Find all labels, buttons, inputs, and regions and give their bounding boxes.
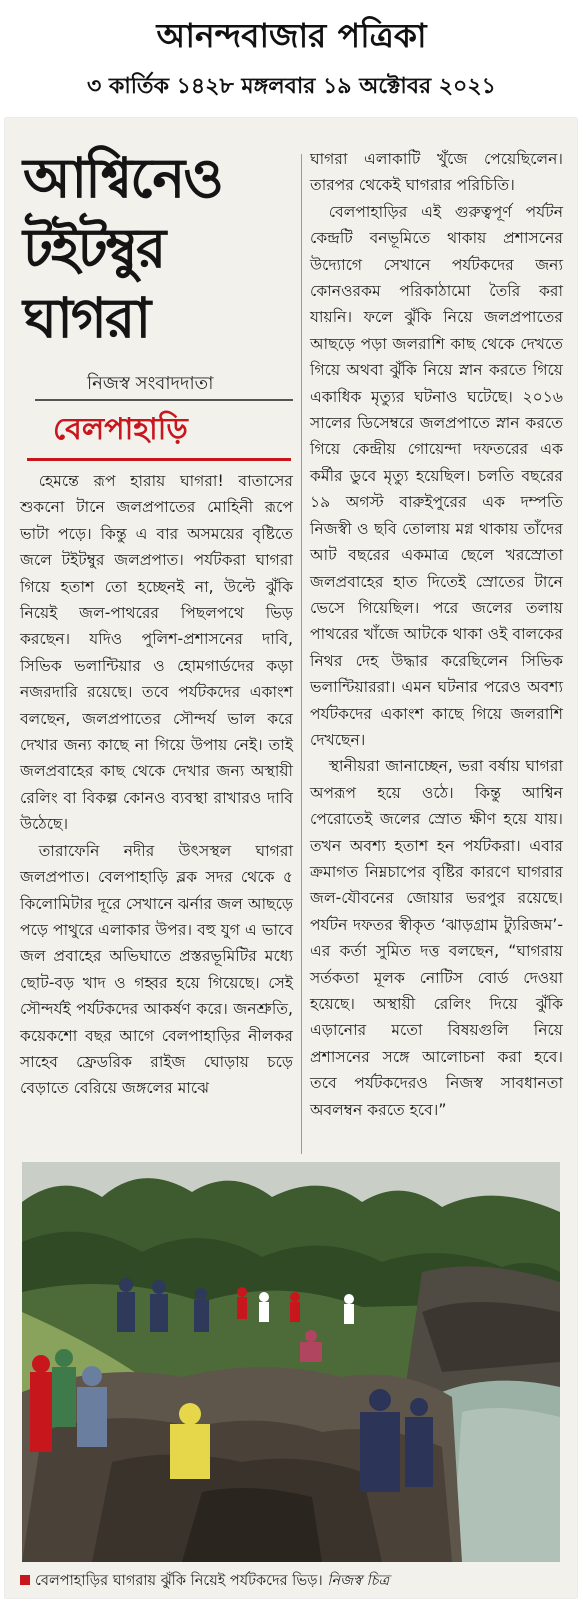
caption-marker [20, 1575, 30, 1585]
dateline: বেলপাহাড়ি [53, 412, 188, 447]
article-column-left [20, 468, 293, 1102]
headline-line: ঘাগরা [23, 286, 150, 350]
headline-line: আশ্বিনেও [23, 146, 222, 210]
photo-credit: নিজস্ব চিত্র [327, 1573, 390, 1589]
newspaper-masthead [0, 0, 583, 118]
headline-divider [35, 399, 293, 401]
article-paragraph: হেমন্তে রূপ হারায় ঘাগরা! বাতাসের শুকনো টানে জলপ্রপাতের মোহিনী রূপে ভাটা পড়ে। কিন্তু এ বার অসময়ের বৃষ্টিতে জলে টইটম্বুর জলপ্রপাত। পর্যটকরা ঘাগরা গিয়ে হতাশ তো হচ্ছেনই না, উল্টে ঝুঁকি নিয়েই জল-পাথরের পিছলপথে ভিড় করছেন। যদিও পুলিশ-প্রশাসনের দাবি, সিভিক ভলান্টিয়ার ও হোমগার্ডদের কড়া নজরদারি রয়েছে। তবে পর্যটকদের একাংশ বলছেন, জলপ্রপাতের সৌন্দর্য ভাল করে দেখার জন্য কাছে না গিয়ে উপায় নেই। তাই জলপ্রবাহের কাছ থেকে দেখার জন্য অস্থায়ী রেলিং বা বিকল্প কোনও ব্যবস্থা রাখারও দাবি উঠেছে। [20, 472, 293, 834]
headline [23, 143, 283, 353]
article-paragraph: ঘাগরা এলাকাটি খুঁজে পেয়েছিলেন। তারপর থেকেই ঘাগরার পরিচিতি। [310, 150, 563, 195]
news-clipping [5, 118, 577, 1598]
news-photo [22, 1162, 560, 1562]
column-divider [301, 154, 302, 1154]
article-paragraph: স্থানীয়রা জানাচ্ছেন, ভরা বর্ষায় ঘাগরা অপরূপ হয়ে ওঠে। কিন্তু আশ্বিন পেরোতেই জলের স্রোত ক্ষীণ হয়ে যায়। তখন অবশ্য হতাশ হন পর্যটকরা। এবার ক্রমাগত নিম্নচাপের বৃষ্টির কারণে ঘাগরার জল-যৌবনের জোয়ার ভরপুর রয়েছে। পর্যটন দফতর স্বীকৃত ‘ঝাড়গ্রাম ট্যুরিজম’-এর কর্তা সুমিত দত্ত বলছেন, “ঘাগরায় সর্তকতা মূলক নোটিস বোর্ড দেওয়া হয়েছে। অস্থায়ী রেলিং দিয়ে ঝুঁকি এড়ানোর মতো বিষয়গুলি নিয়ে প্রশাসনের সঙ্গে আলোচনা করা হবে। তবে পর্যটকদেরও নিজস্ব সাবধানতা অবলম্বন করতে হবে।” [310, 757, 563, 1119]
newspaper-name: আনন্দবাজার পত্রিকা [156, 16, 427, 55]
caption-text: বেলপাহাড়ির ঘাগরায় ঝুঁকি নিয়েই পর্যটকদের ভিড়। [35, 1573, 323, 1589]
publication-date: ৩ কার্তিক ১৪২৮ মঙ্গলবার ১৯ অক্টোবর ২০২১ [87, 73, 496, 99]
photo-caption [20, 1570, 570, 1592]
article-column-right [310, 146, 563, 1123]
article-paragraph: তারাফেনি নদীর উৎসস্থল ঘাগরা জলপ্রপাত। বেলপাহাড়ি ব্লক সদর থেকে ৫ কিলোমিটার দূরে সেখানে ঝর্নার জল আছড়ে পড়ে পাথুরে এলাকার উপর। বহু যুগ এ ভাবে জল প্রবাহের অভিঘাতে প্রস্তরভূমিটির মধ্যে ছোট-বড় খাদ ও গহ্বর হয়ে গিয়েছে। সেই সৌন্দর্যই পর্যটকদের আকর্ষণ করে। জনশ্রুতি, কয়েকশো বছর আগে বেলপাহাড়ির নীলকর সাহেব ফ্রেডরিক রাইজ ঘোড়ায় চড়ে বেড়াতে বেরিয়ে জঙ্গলের মাঝে [20, 841, 293, 1098]
dateline-underline [27, 458, 291, 461]
byline: নিজস্ব সংবাদদাতা [87, 373, 214, 394]
article-paragraph: বেলপাহাড়ির এই গুরুত্বপূর্ণ পর্যটন কেন্দ্রটি বনভূমিতে থাকায় প্রশাসনের উদ্যোগে সেখানে পর্যটকদের জন্য কোনওরকম পরিকাঠামো তৈরি করা যায়নি। ফলে ঝুঁকি নিয়ে জলপ্রপাতের আছড়ে পড়া জলরাশি কাছ থেকে দেখতে গিয়ে অথবা ঝুঁকি নিয়ে স্নান করতে গিয়ে একাধিক মৃত্যুর ঘটনাও ঘটেছে। ২০১৬ সালের ডিসেম্বরে জলপ্রপাতে স্নান করতে গিয়ে কেন্দ্রীয় গোয়েন্দা দফতরের এক কর্মীর ডুবে মৃত্যু হয়েছিল। চলতি বছরের ১৯ অগস্ট বারুইপুরের এক দম্পতি নিজস্বী ও ছবি তোলায় মগ্ন থাকায় তাঁদের আট বছরের একমাত্র ছেলে খরস্রোতা জলপ্রবাহের হাত দিতেই স্রোতের টানে ভেসে গিয়েছিল। পরে জলের তলায় পাথরের খাঁজে আটকে থাকা ওই বালকের নিথর দেহ উদ্ধার করেছিলেন সিভিক ভলান্টিয়াররা। এমন ঘটনার পরেও অবশ্য পর্যটকদের একাংশ কাছে গিয়ে জলরাশি দেখছেন। [310, 202, 563, 749]
waterfall-photo-illustration [22, 1162, 560, 1562]
headline-line: টইটম্বুর [23, 216, 165, 280]
